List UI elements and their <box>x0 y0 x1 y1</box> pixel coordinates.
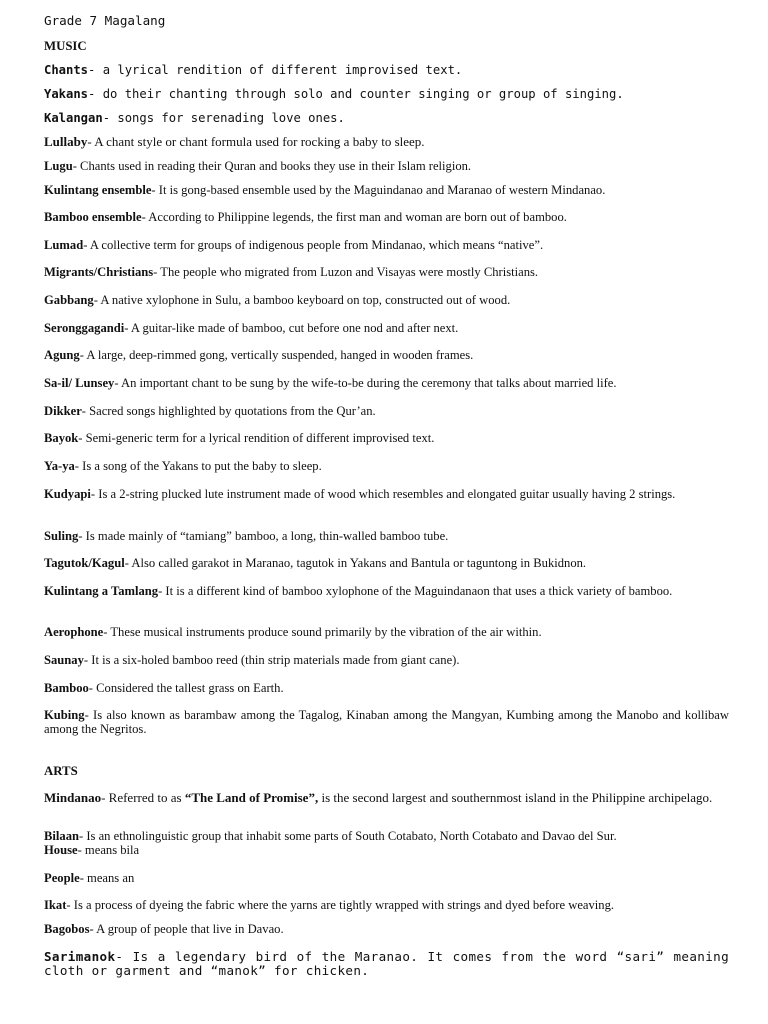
entry-definition: - A collective term for groups of indigenous people from Mindanao, which means “native”. <box>83 238 544 252</box>
entry-definition: - songs for serenading love ones. <box>102 111 345 125</box>
entry-definition: - It is a different kind of bamboo xylophone of the Maguindanaon that uses a thick variety of bamboo. <box>158 584 673 598</box>
entry-gabbang <box>44 293 729 307</box>
entry-term: Lugu <box>44 159 73 173</box>
entry-definition: - Referred to as <box>101 790 185 805</box>
entry-term: People <box>44 871 80 885</box>
entry-bamboo-ensemble <box>44 210 729 224</box>
entry-agung <box>44 348 729 362</box>
entry-definition: - Considered the tallest grass on Earth. <box>88 681 284 695</box>
entry-term: Mindanao <box>44 790 102 805</box>
document-title: Grade 7 Magalang <box>44 13 166 28</box>
entry-term: Ya-ya <box>44 459 75 473</box>
entry-definition: - An important chant to be sung by the wife-to-be during the ceremony that talks about married life. <box>114 376 617 390</box>
entry-kalangan <box>44 111 729 125</box>
entry-term: Kalangan <box>44 111 103 125</box>
entry-saunay <box>44 653 729 667</box>
entry-definition: - do their chanting through solo and counter singing or group of singing. <box>88 87 624 101</box>
entry-lullaby <box>44 135 729 149</box>
entry-ya-ya <box>44 459 729 473</box>
entry-definition: - Also called garakot in Maranao, tagutok in Yakans and Bantula or taguntong in Bukidnon. <box>124 556 587 570</box>
entry-lumad <box>44 238 729 252</box>
entry-definition: - Is an ethnolinguistic group that inhabit some parts of South Cotabato, North Cotabato and Davao del Sur. <box>79 829 617 843</box>
entry-ikat <box>44 898 729 912</box>
entry-suling <box>44 529 729 543</box>
entry-seronggagandi <box>44 321 729 335</box>
entry-term: Kudyapi <box>44 487 91 501</box>
entry-term: Migrants/Christians <box>44 265 154 279</box>
entry-term: Bilaan <box>44 829 79 843</box>
entry-people <box>44 871 729 885</box>
entry-term: Sa-il/ Lunsey <box>44 376 115 390</box>
entry-definition: - A native xylophone in Sulu, a bamboo keyboard on top, constructed out of wood. <box>93 293 511 307</box>
entry-bayok <box>44 431 729 445</box>
entry-kubing <box>44 708 729 736</box>
music-heading: MUSIC <box>44 39 87 53</box>
entry-definition: - The people who migrated from Luzon and Visayas were mostly Christians. <box>153 265 539 279</box>
entry-migrants-christians <box>44 265 729 279</box>
entry-kulintang-a-tamlang <box>44 584 729 598</box>
entry-term: Yakans <box>44 87 89 101</box>
entry-definition: - A chant style or chant formula used for rocking a baby to sleep. <box>87 134 425 149</box>
entry-definition: - Is a process of dyeing the fabric where the yarns are tightly wrapped with strings and dyed before weaving. <box>66 898 615 912</box>
entry-bilaan <box>44 829 729 843</box>
entry-term: Kulintang ensemble <box>44 183 152 197</box>
entry-definition: - A guitar-like made of bamboo, cut before one nod and after next. <box>124 321 459 335</box>
entry-term: Lullaby <box>44 134 88 149</box>
entry-term: Ikat <box>44 898 67 912</box>
entry-kulintang-ensemble <box>44 183 729 197</box>
entry-definition: - A large, deep-rimmed gong, vertically suspended, hanged in wooden frames. <box>79 348 474 362</box>
entry-term: Lumad <box>44 238 84 252</box>
entry-term: Seronggagandi <box>44 321 125 335</box>
entry-definition: - According to Philippine legends, the first man and woman are born out of bamboo. <box>141 210 567 224</box>
entry-tagutok-kagul <box>44 556 729 570</box>
entry-term: Chants <box>44 63 89 77</box>
entry-term: Bayok <box>44 431 79 445</box>
entry-term: Saunay <box>44 653 84 667</box>
entry-definition: - Semi-generic term for a lyrical rendition of different improvised text. <box>78 431 435 445</box>
entry-term: Suling <box>44 529 79 543</box>
entry-definition: - Is made mainly of “tamiang” bamboo, a long, thin-walled bamboo tube. <box>78 529 449 543</box>
entry-chants <box>44 63 729 77</box>
entry-term: Aerophone <box>44 625 104 639</box>
entry-definition: - means an <box>79 871 135 885</box>
entry-quote: “The Land of Promise”, <box>184 790 319 805</box>
entry-sa-il-lunsey <box>44 376 729 390</box>
entry-aerophone <box>44 625 729 639</box>
arts-heading: ARTS <box>44 764 78 778</box>
entry-kudyapi <box>44 487 729 501</box>
entry-term: Kulintang a Tamlang <box>44 584 159 598</box>
entry-term: Tagutok/Kagul <box>44 556 125 570</box>
entry-definition: - means bila <box>77 843 140 857</box>
entry-definition: - a lyrical rendition of different improvised text. <box>88 63 463 77</box>
entry-definition: - Is a 2-string plucked lute instrument made of wood which resembles and elongated guitar usually having 2 strings. <box>90 487 676 501</box>
entry-house <box>44 843 729 857</box>
entry-definition: - A group of people that live in Davao. <box>89 922 284 936</box>
entry-definition: - These musical instruments produce sound primarily by the vibration of the air within. <box>103 625 542 639</box>
entry-lugu <box>44 159 729 173</box>
entry-dikker <box>44 404 729 418</box>
entry-term: Kubing <box>44 708 85 722</box>
entry-definition: - Is also known as barambaw among the Tagalog, Kinaban among the Mangyan, Kumbing among the Manobo and kollibaw among the Negritos. <box>44 708 729 736</box>
entry-sarimanok <box>44 950 729 978</box>
entry-term: Dikker <box>44 404 82 418</box>
entry-definition: - Is a legendary bird of the Maranao. It comes from the word “sari” meaning cloth or garment and “manok” for chicken. <box>44 949 729 978</box>
entry-definition: - Is a song of the Yakans to put the baby to sleep. <box>74 459 322 473</box>
entry-definition: - Chants used in reading their Quran and books they use in their Islam religion. <box>72 159 472 173</box>
entry-term: Bagobos <box>44 922 90 936</box>
entry-term: Bamboo ensemble <box>44 210 142 224</box>
entry-term: Gabbang <box>44 293 94 307</box>
entry-term: House <box>44 843 78 857</box>
entry-definition: is the second largest and southernmost island in the Philippine archipelago. <box>318 790 713 805</box>
entry-term: Bamboo <box>44 681 89 695</box>
entry-definition: - It is a six-holed bamboo reed (thin strip materials made from giant cane). <box>83 653 460 667</box>
entry-term: Agung <box>44 348 80 362</box>
entry-term: Sarimanok <box>44 949 116 964</box>
entry-bagobos <box>44 922 729 936</box>
entry-definition: - Sacred songs highlighted by quotations from the Qur’an. <box>81 404 376 418</box>
entry-definition: - It is gong-based ensemble used by the Maguindanao and Maranao of western Mindanao. <box>151 183 606 197</box>
entry-mindanao <box>44 791 729 805</box>
entry-yakans <box>44 87 729 101</box>
entry-bamboo <box>44 681 729 695</box>
